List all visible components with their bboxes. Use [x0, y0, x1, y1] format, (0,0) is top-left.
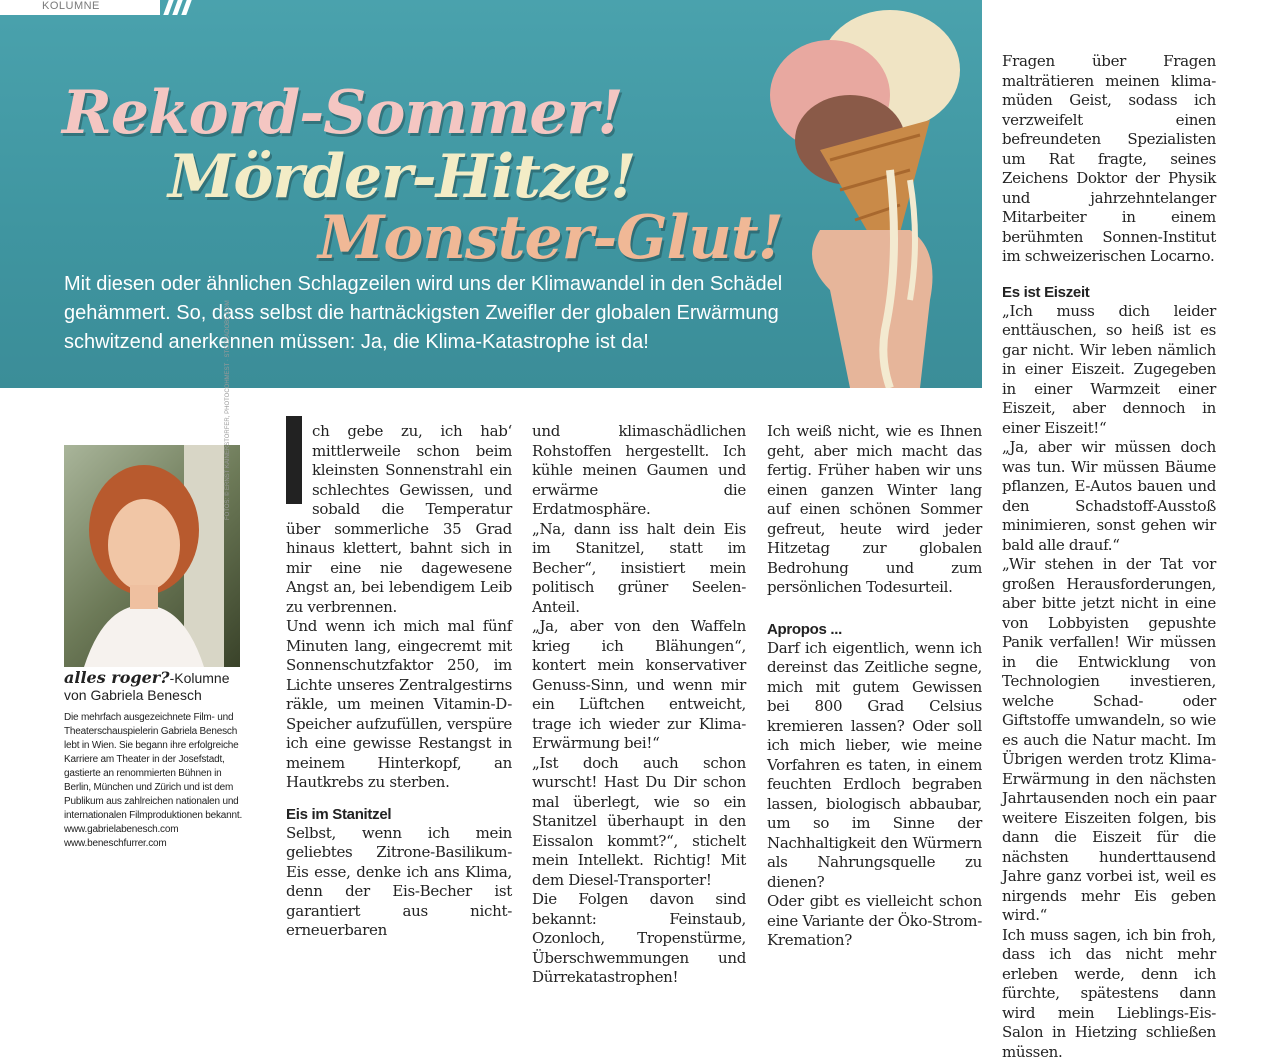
paragraph: und klimaschädlichen Rohstoffen hergestellt. Ich kühle meinen Gaumen und erwärme die Erdatmosphäre. — [532, 422, 746, 520]
article-column-1 — [286, 422, 512, 941]
subheading: Apropos ... — [767, 620, 982, 639]
bio-text: Die mehrfach ausgezeichnete Film- und Theaterschauspielerin Gabriela Benesch lebt in Wien. Sie begann ihre erfolgreiche Karriere am Theater in der Josefstadt, gastierte an renommierten Bühnen in Berlin, München und Zürich und ist dem Publikum aus zahlreichen nationalen und internationalen Filmproduktionen bekannt. — [64, 712, 242, 821]
article-column-3 — [767, 422, 982, 951]
column-suffix: -Kolumne — [170, 670, 230, 686]
paragraph: „Na, dann iss halt dein Eis im Stanitzel, statt im Becher“, insistiert mein politisch grüner Seelen-Anteil. — [532, 520, 746, 618]
headline-line-2: Mörder-Hitze! — [168, 142, 635, 212]
section-tag-label: KOLUMNE — [42, 0, 100, 12]
paragraph: Und wenn ich mich mal fünf Minuten lang, eingecremt mit Sonnenschutzfaktor 250, im Lichte unseres Zentralgestirns räkle, um meinen Vitamin-D-Speicher aufzufüllen, verspüre ich eine gewisse Restangst in meinem Hinterkopf, an Hautkrebs zu sterben. — [286, 617, 512, 793]
author-bio — [64, 711, 244, 851]
paragraph: „Wir stehen in der Tat vor großen Herausforderungen, aber bitte jetzt nicht in eine von Lobbyisten gepushte Panik verfallen! Wir müssen in die Entwicklung von Technologien investieren, welche Schad- oder Giftstoffe umwandeln, so wie es auch die Natur macht. Im Übrigen werden trotz Klima-Erwärmung in den nächsten Jahrtausenden noch ein paar weitere Eiszeiten folgen, bis dann die Eiszeit für die nächsten hunderttausend Jahre ganz vorbei ist, weil es nirgends mehr Eis geben wird.“ — [1002, 555, 1216, 926]
column-title — [64, 669, 244, 704]
paragraph: Selbst, wenn ich mein geliebtes Zitrone-Basilikum-Eis esse, denke ich ans Klima, denn der Eis-Becher ist garantiert aus nicht-erneuerbaren — [286, 824, 512, 941]
paragraph: „Ich muss dich leider enttäuschen, so heiß ist es gar nicht. Wir leben nämlich in einer Eiszeit. Zugegeben in einer Warmzeit einer Eiszeit, aber dennoch in einer Eiszeit!“ — [1002, 302, 1216, 439]
paragraph: „Ja, aber wir müssen doch was tun. Wir müssen Bäume pflanzen, E-Autos bauen und den Schadstoff-Ausstoß minimieren, sonst gehen wir bald alle drauf.“ — [1002, 438, 1216, 555]
section-tag — [0, 0, 160, 15]
paragraph: Darf ich eigentlich, wenn ich dereinst das Zeitliche segne, mich mit gutem Gewissen bei 800 Grad Celsius kremieren lassen? Oder soll ich mich lieber, wie meine Vorfahren es taten, in einem feuchten Erdloch begraben lassen, biologisch abbaubar, um so im Sinne der Nachhaltigkeit den Würmern als Nahrungsquelle zu dienen? — [767, 639, 982, 893]
paragraph: Ich weiß nicht, wie es Ihnen geht, aber mich macht das fertig. Früher haben wir uns einen ganzen Winter lang auf einen schönen Sommer gefreut, heute wird jeder Hitzetag zur globalen Bedrohung und zum persönlichen Todesurteil. — [767, 422, 982, 598]
author-photo — [64, 445, 240, 667]
tag-stripe — [181, 0, 191, 15]
article-column-2 — [532, 422, 746, 988]
subheading: Es ist Eiszeit — [1002, 283, 1216, 302]
hero-banner — [0, 0, 982, 388]
photo-credit: FOTOS: © ERNST KAINERSTORFER, PHOTOCOHMEST · STOCKADOBE.COM — [225, 300, 231, 520]
paragraph: Ich muss sagen, ich bin froh, dass ich das nicht mehr erleben werde, denn ich fürchte, spätestens dann wird mein Lieblings-Eis-Salon in Hietzing schließen müssen. — [1002, 926, 1216, 1062]
website-link-1[interactable]: www.gabrielabenesch.com — [64, 824, 178, 835]
paragraph: Die Folgen davon sind bekannt: Feinstaub, Ozonloch, Tropenstürme, Überschwemmungen und Dürrekatastrophen! — [532, 890, 746, 988]
column-name: alles roger? — [64, 668, 170, 687]
paragraph: Fragen über Fragen malträtieren meinen klima-müden Geist, sodass ich verzweifelt einen befreundeten Spezialisten um Rat fragte, seines Zeichens Doktor der Physik und jahrzehntelanger Mitarbeiter in einem berühmten Sonnen-Institut im schweizerischen Locarno. — [1002, 52, 1216, 267]
headline-line-3: Monster-Glut! — [318, 203, 783, 273]
paragraph: Oder gibt es vielleicht schon eine Variante der Öko-Strom-Kremation? — [767, 892, 982, 951]
headline-line-1: Rekord-Sommer! — [62, 78, 623, 148]
paragraph: „Ja, aber von den Waffeln krieg ich Blähungen“, kontert mein konservativer Genuss-Sinn, und wenn mir ein Lüftchen entweicht, trage ich wieder zur Klima-Erwärmung bei!“ — [532, 617, 746, 754]
subheading: Eis im Stanitzel — [286, 805, 512, 824]
byline: von Gabriela Benesch — [64, 687, 202, 703]
drop-cap — [286, 416, 302, 504]
lead-paragraph: Mit diesen oder ähnlichen Schlagzeilen wird uns der Klimawandel in den Schädel gehämmert. So, dass selbst die hartnäckigsten Zweifler der globalen Erwärmung schwitzend anerkennen müssen: Ja, die Klima-Katastrophe ist da! — [64, 270, 804, 357]
paragraph: ch gebe zu, ich hab‘ mittlerweile schon beim kleinsten Sonnenstrahl ein schlechtes Gewissen, und sobald die Temperatur über sommerliche 35 Grad hinaus klettert, bahnt sich in mir eine nie dagewesene Angst an, bei lebendigem Leib zu verbrennen. — [286, 422, 512, 617]
website-link-2[interactable]: www.beneschfurrer.com — [64, 838, 167, 849]
paragraph: „Ist doch auch schon wurscht! Hast Du Dir schon mal überlegt, wie so ein Stanitzel überhaupt in den Eissalon kommt?“, stichelt mein Intellekt. Richtig! Mit dem Diesel-Transporter! — [532, 754, 746, 891]
article-column-4 — [1002, 52, 1216, 1062]
